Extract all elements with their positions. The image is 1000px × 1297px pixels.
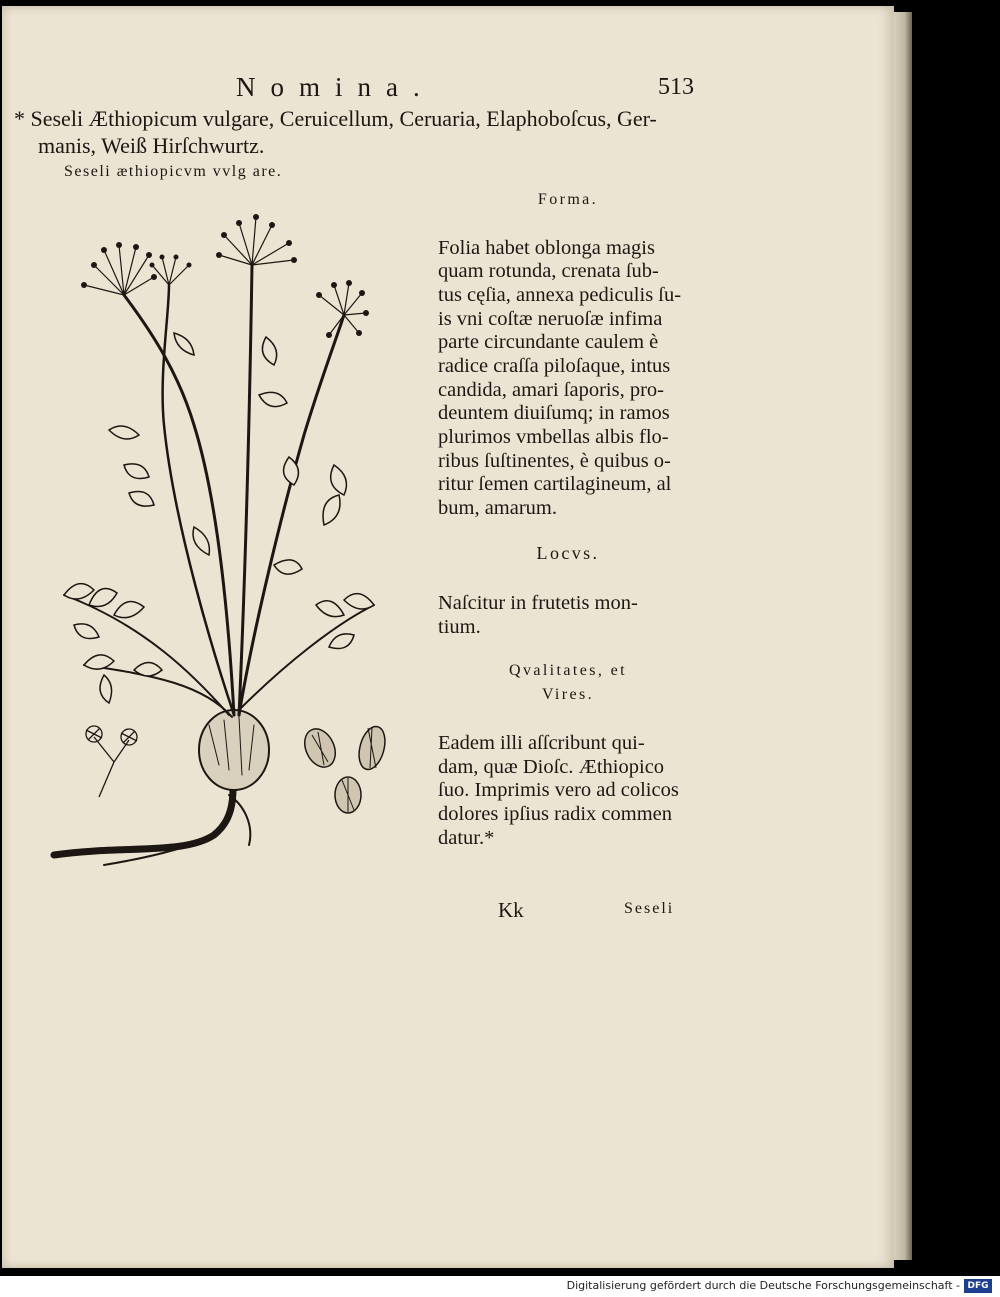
text-line: Folia habet oblonga magis [438,237,655,259]
vires-heading: Vires. [541,686,595,703]
text-line: ſuo. Imprimis vero ad colicos [438,779,679,801]
floret-detail-illustration [74,712,154,802]
text-line: is vni coſtæ neruoſæ infima [438,308,663,330]
running-head: Nomina. [236,72,435,102]
text-line: candida, amari ſaporis, pro- [438,379,664,401]
dfg-logo-icon: DFG [964,1279,992,1293]
digitization-credit: Digitalisierung gefördert durch die Deutsche Forschungsgemeinschaft - [566,1279,960,1292]
text-line: Eadem illi aſſcribunt qui- [438,732,645,754]
page-edge [894,12,912,1260]
seeds-detail-illustration [300,720,395,820]
catchword: Seseli [624,900,675,917]
text-line: Naſcitur in frutetis mon- [438,592,638,614]
text-line: plurimos vmbellas albis flo- [438,426,669,448]
signature-mark: Kk [498,898,524,922]
locus-heading: Locvs. [536,543,600,563]
text-line: ribus ſuſtinentes, è quibus o- [438,450,671,472]
plant-names-line-1: * Seseli Æthiopicum vulgare, Ceruicellum, Ceruaria, Elaphoboſcus, Ger- [14,106,657,131]
text-line: dolores ipſius radix commen [438,803,672,825]
text-line: datur.* [438,827,495,849]
text-line: parte circundante caulem è [438,331,659,353]
text-line: radice craſſa piloſaque, intus [438,355,671,377]
page-number: 513 [658,74,694,100]
text-line: deuntem diuiſumq; in ramos [438,402,670,424]
forma-heading: Forma. [537,191,599,208]
text-line: dam, quæ Dioſc. Æthiopico [438,756,665,778]
text-line: ritur ſemen cartilagineum, al [438,473,672,495]
text-line: bum, amarum. [438,497,557,519]
text-line: tium. [438,616,481,638]
text-line: tus cęſia, annexa pediculis ſu- [438,284,682,306]
text-line: quam rotunda, crenata ſub- [438,260,659,282]
plant-names-line-2: manis, Weiß Hirſchwurtz. [38,133,265,158]
qualitates-heading: Qvalitates, et [508,662,627,679]
plant-caption: Seseli æthiopicvm vvlg are. [64,163,283,180]
